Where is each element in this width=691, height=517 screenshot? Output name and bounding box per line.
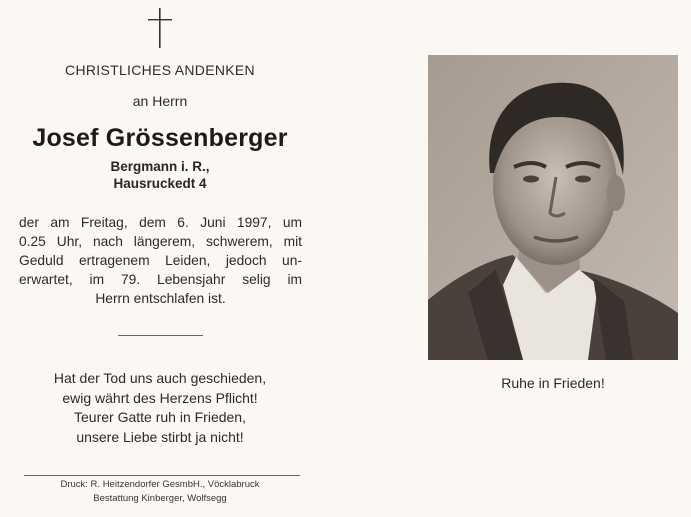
poem-line: unsere Liebe stirbt ja nicht! (76, 428, 244, 445)
salutation: an Herrn (132, 93, 188, 109)
poem-line: Hat der Tod uns auch geschieden, (53, 370, 267, 386)
section-divider (118, 335, 203, 336)
footer-divider (24, 475, 300, 476)
obituary-line: der am Freitag, dem 6. Juni 1997, um (19, 215, 302, 230)
photo-caption: Ruhe in Frieden! (501, 375, 605, 391)
printer-credit: Druck: R. Heitzendorfer GesmbH., Vöcklabruck (60, 479, 260, 490)
obituary-line: Geduld ertragenem Leiden, jedoch un- (19, 253, 302, 268)
funeral-home-credit: Bestattung Kinberger, Wolfsegg (93, 493, 227, 504)
obituary-text (19, 213, 302, 308)
card-text-column (0, 0, 320, 517)
portrait-photo (428, 55, 678, 360)
obituary-line: erwartet, im 79. Lebensjahr selig im (19, 272, 302, 287)
occupation: Bergmann i. R., (110, 159, 210, 174)
memorial-poem (0, 369, 320, 447)
cross-icon (148, 8, 172, 48)
obituary-line: 0.25 Uhr, nach längerem, schwerem, mit (19, 234, 302, 249)
poem-line: Teurer Gatte ruh in Frieden, (74, 409, 246, 425)
obituary-line: Herrn entschlafen ist. (95, 291, 226, 306)
card-heading: CHRISTLICHES ANDENKEN (65, 62, 255, 78)
address: Hausruckedt 4 (113, 176, 207, 191)
poem-line: ewig währt des Herzens Pflicht! (62, 389, 258, 406)
portrait-image (428, 55, 678, 360)
deceased-name: Josef Grössenberger (32, 124, 288, 152)
